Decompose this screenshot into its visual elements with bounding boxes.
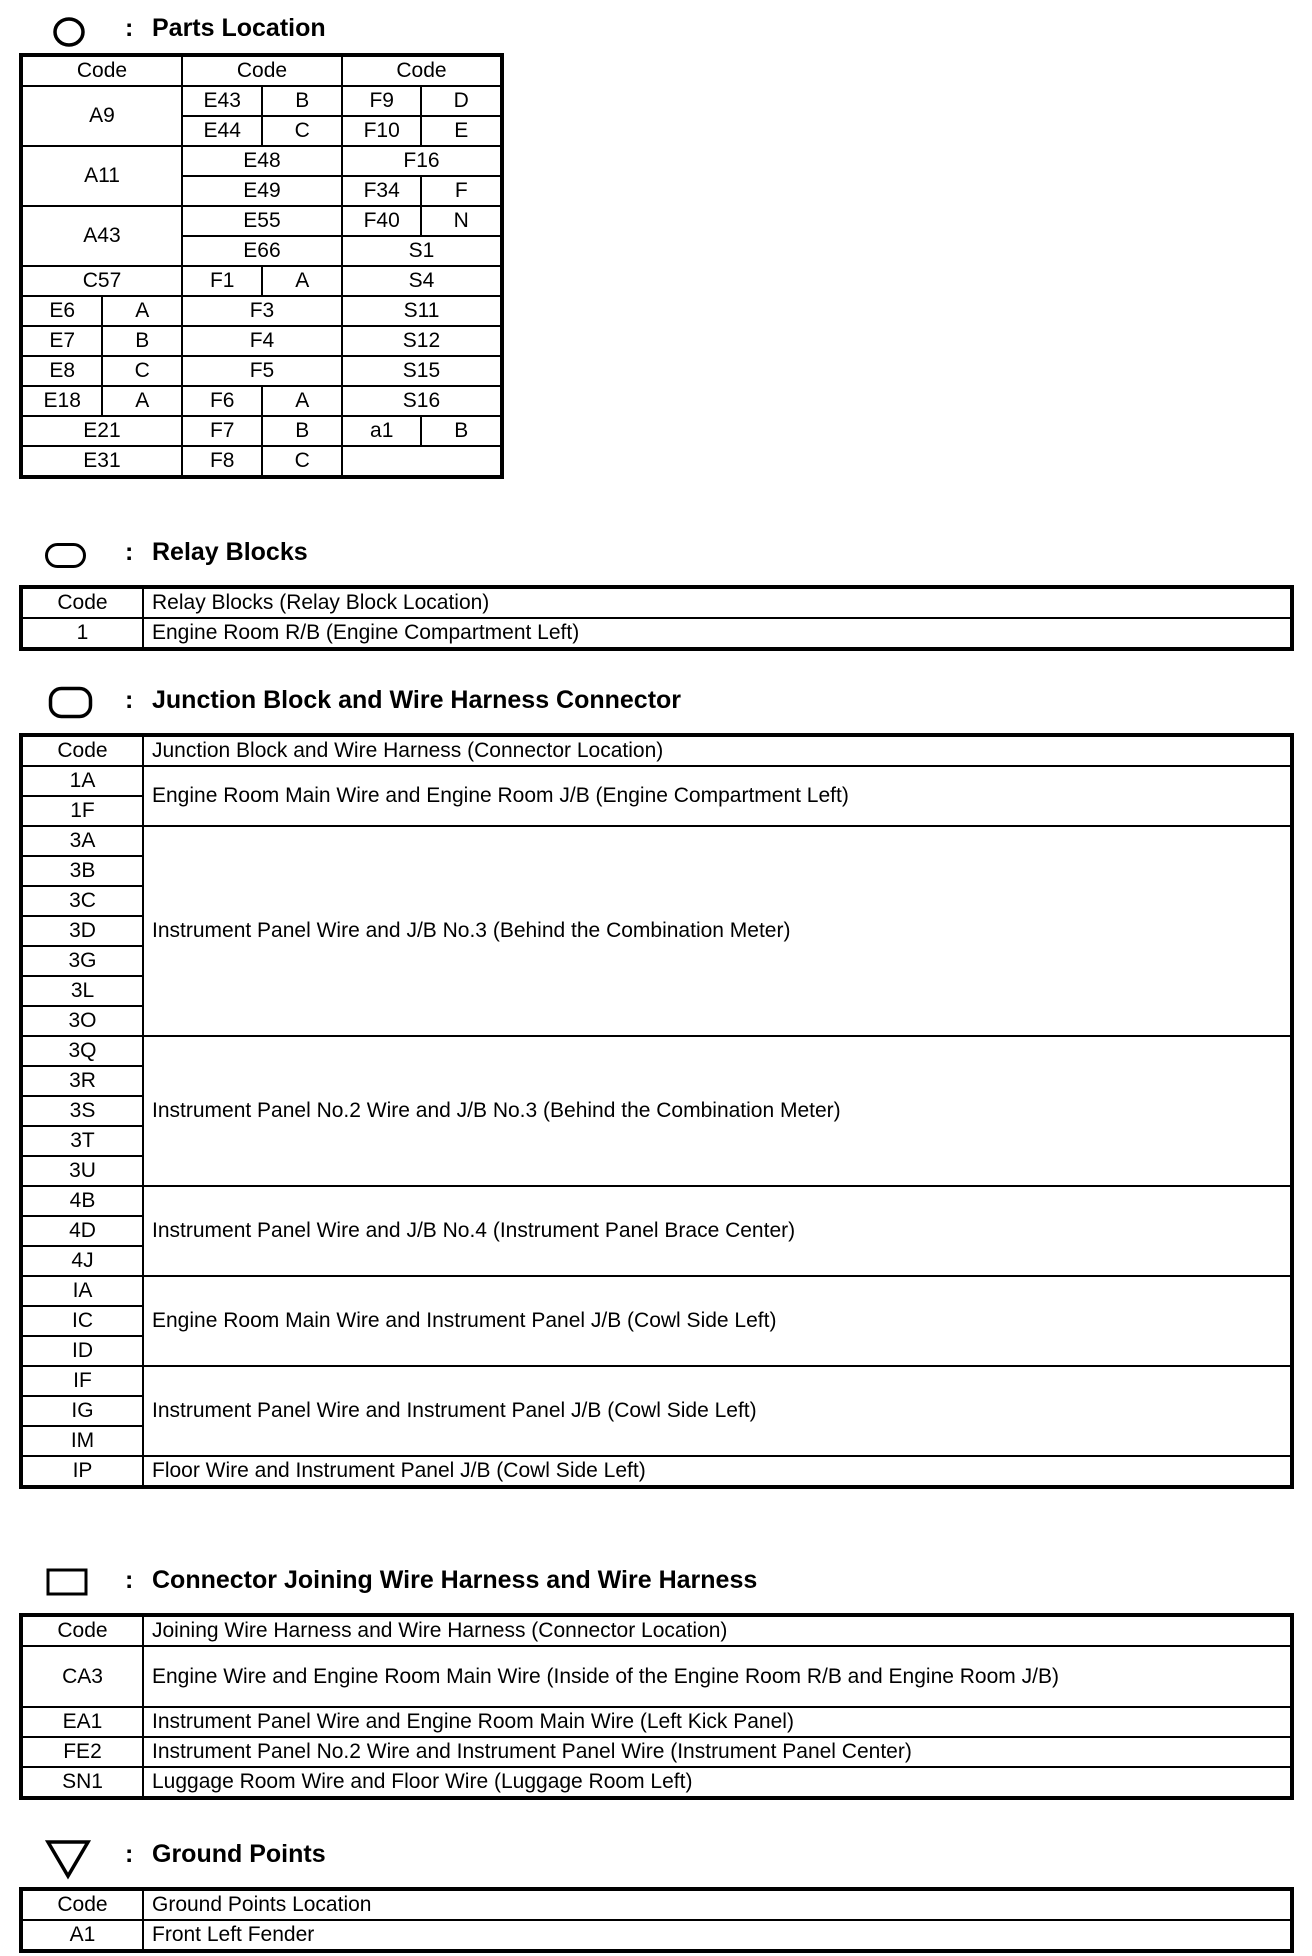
code-cell: F1 [182,266,262,296]
code-cell: 3Q [22,1036,143,1066]
table-row [22,1186,1291,1216]
code-cell: A11 [22,146,182,206]
code-cell: E44 [182,116,262,146]
code-cell: E7 [22,326,102,356]
column-header: Code [22,56,182,86]
code-cell: IM [22,1426,143,1456]
code-cell: 3C [22,886,143,916]
code-cell: E48 [182,146,342,176]
code-cell: F7 [182,416,262,446]
colon: : [125,1566,134,1594]
description-cell: Front Left Fender [143,1920,1291,1950]
code-cell: E8 [22,356,102,386]
code-cell: A9 [22,86,182,146]
table-row [22,618,1291,648]
sub-code-cell: C [262,116,342,146]
code-cell: E66 [182,236,342,266]
sub-code-cell: A [262,266,342,296]
description-cell: Instrument Panel No.2 Wire and Instrument Panel Wire (Instrument Panel Center) [143,1737,1291,1767]
code-cell: A1 [22,1920,143,1950]
code-cell: 1A [22,766,143,796]
code-cell: F5 [182,356,342,386]
code-cell: 3R [22,1066,143,1096]
code-cell: S12 [342,326,501,356]
code-cell: IP [22,1456,143,1486]
code-cell: IF [22,1366,143,1396]
column-header: Code [342,56,501,86]
relay-blocks-heading [0,534,600,574]
sub-code-cell: A [102,296,182,326]
sub-code-cell: B [262,86,342,116]
table-row [22,1456,1291,1486]
junction-block-table [21,735,1292,1487]
section-title: Relay Blocks [152,538,308,566]
code-cell: 1F [22,796,143,826]
description-cell: Engine Room Main Wire and Instrument Panel J/B (Cowl Side Left) [143,1276,1291,1366]
sub-code-cell: B [102,326,182,356]
sub-code-cell: C [262,446,342,476]
code-cell: SN1 [22,1767,143,1797]
sub-code-cell: B [421,416,501,446]
column-header: Code [22,1890,143,1920]
description-cell: Instrument Panel Wire and J/B No.4 (Instrument Panel Brace Center) [143,1186,1291,1276]
connector-joining-table [21,1615,1292,1798]
code-cell: a1 [342,416,421,446]
connector-joining-heading [0,1562,900,1602]
section-title: Junction Block and Wire Harness Connector [152,686,682,714]
table-row [22,1767,1291,1797]
code-cell: 4J [22,1246,143,1276]
section-title: Connector Joining Wire Harness and Wire Harness [152,1566,758,1594]
code-cell: F9 [342,86,421,116]
code-cell: 3U [22,1156,143,1186]
description-cell: Instrument Panel Wire and J/B No.3 (Behind the Combination Meter) [143,826,1291,1036]
code-cell: 3S [22,1096,143,1126]
sub-code-cell: E [421,116,501,146]
code-cell: F10 [342,116,421,146]
column-header: Code [22,736,143,766]
code-cell: CA3 [22,1646,143,1707]
code-cell: S4 [342,266,501,296]
code-cell: S11 [342,296,501,326]
code-cell: E31 [22,446,182,476]
ground-points-table [21,1889,1292,1951]
code-cell: F16 [342,146,501,176]
description-cell: Engine Room R/B (Engine Compartment Left) [143,618,1291,648]
sub-code-cell: A [262,386,342,416]
table-row [22,1276,1291,1306]
description-cell: Engine Room Main Wire and Engine Room J/B (Engine Compartment Left) [143,766,1291,826]
code-cell: IA [22,1276,143,1306]
table-row [22,1920,1291,1950]
code-cell: F8 [182,446,262,476]
code-cell: E6 [22,296,102,326]
code-cell: 3O [22,1006,143,1036]
code-cell: IC [22,1306,143,1336]
colon: : [125,1840,134,1868]
code-cell: E21 [22,416,182,446]
code-cell: 3G [22,946,143,976]
code-cell: E55 [182,206,342,236]
column-header: Relay Blocks (Relay Block Location) [143,588,1291,618]
description-cell: Instrument Panel Wire and Instrument Panel J/B (Cowl Side Left) [143,1366,1291,1456]
relay-blocks-table [21,587,1292,649]
code-cell: F6 [182,386,262,416]
code-cell: C57 [22,266,182,296]
table-row [22,766,1291,796]
description-cell: Instrument Panel Wire and Engine Room Main Wire (Left Kick Panel) [143,1707,1291,1737]
table-row [22,1036,1291,1066]
column-header: Code [22,1616,143,1646]
sub-code-cell: N [421,206,501,236]
code-cell: S1 [342,236,501,266]
code-cell: E43 [182,86,262,116]
code-cell: EA1 [22,1707,143,1737]
code-cell: A43 [22,206,182,266]
code-cell: E18 [22,386,102,416]
code-cell: 4B [22,1186,143,1216]
sub-code-cell: D [421,86,501,116]
code-cell: F34 [342,176,421,206]
code-cell: S16 [342,386,501,416]
table-row [22,1707,1291,1737]
circle-icon [52,16,86,48]
column-header: Junction Block and Wire Harness (Connector Location) [143,736,1291,766]
colon: : [125,14,134,42]
section-title: Parts Location [152,14,326,42]
rounded-rect-icon [44,542,88,570]
table-row [22,826,1291,856]
code-cell: 1 [22,618,143,648]
section-title: Ground Points [152,1840,326,1868]
sub-code-cell: A [102,386,182,416]
column-header: Ground Points Location [143,1890,1291,1920]
description-cell: Engine Wire and Engine Room Main Wire (Inside of the Engine Room R/B and Engine Room J/B) [143,1646,1291,1707]
sub-code-cell: C [102,356,182,386]
colon: : [125,686,134,714]
rounded-rect-icon [48,686,94,720]
code-cell: IG [22,1396,143,1426]
table-row [22,1366,1291,1396]
parts-location-heading [0,10,600,50]
code-cell: 3T [22,1126,143,1156]
ground-points-heading [0,1836,600,1876]
code-cell: 3L [22,976,143,1006]
code-cell: 3A [22,826,143,856]
description-cell: Instrument Panel No.2 Wire and J/B No.3 (Behind the Combination Meter) [143,1036,1291,1186]
junction-block-heading [0,682,900,722]
description-cell: Floor Wire and Instrument Panel J/B (Cowl Side Left) [143,1456,1291,1486]
description-cell: Luggage Room Wire and Floor Wire (Luggage Room Left) [143,1767,1291,1797]
code-cell: F3 [182,296,342,326]
code-cell: S15 [342,356,501,386]
code-cell: FE2 [22,1737,143,1767]
code-cell: ID [22,1336,143,1366]
colon: : [125,538,134,566]
triangle-down-icon [44,1838,92,1880]
column-header: Code [182,56,342,86]
sub-code-cell: F [421,176,501,206]
code-cell: 4D [22,1216,143,1246]
sub-code-cell: B [262,416,342,446]
code-cell: F40 [342,206,421,236]
code-cell: 3B [22,856,143,886]
table-row [22,1646,1291,1707]
rectangle-icon [46,1568,88,1596]
code-cell: 3D [22,916,143,946]
column-header: Joining Wire Harness and Wire Harness (Connector Location) [143,1616,1291,1646]
code-cell: E49 [182,176,342,206]
code-cell [342,446,501,476]
table-row [22,1737,1291,1767]
column-header: Code [22,588,143,618]
code-cell: F4 [182,326,342,356]
parts-location-table [21,55,502,477]
